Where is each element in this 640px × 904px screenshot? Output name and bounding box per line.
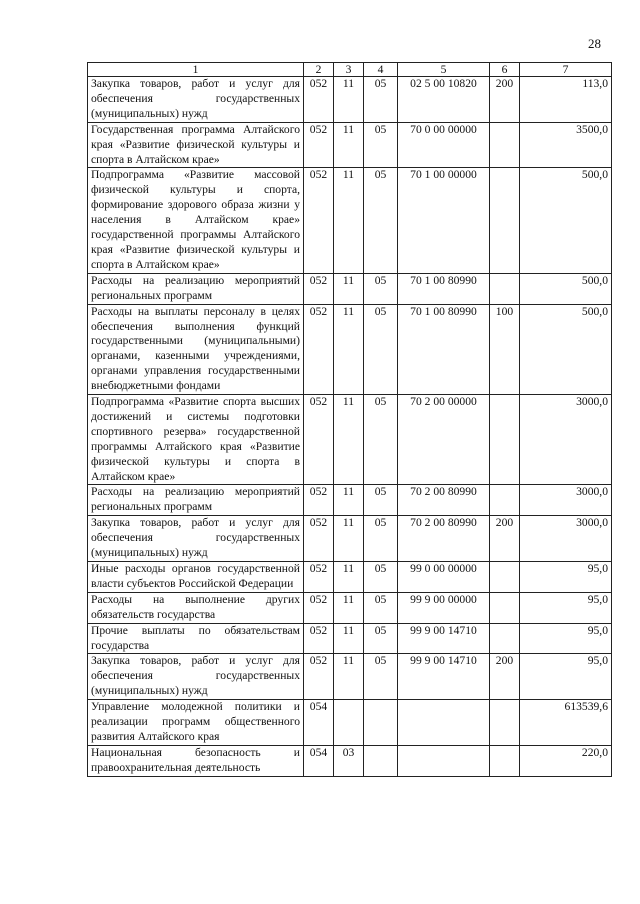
column-header: 4: [364, 63, 398, 77]
target-article-cell: 99 9 00 14710: [398, 654, 490, 700]
expense-type-cell: [490, 273, 520, 304]
row-name-cell: Подпрограмма «Развитие спорта высших достижений и системы подготовки спортивного резерва» государственной программы Алтайского края «Развитие физической культуры и спорта в Алтайском крае»: [88, 395, 304, 485]
table-row: [88, 745, 612, 776]
section-code-cell: 11: [334, 77, 364, 123]
target-article-cell: 70 1 00 80990: [398, 273, 490, 304]
ministry-code-cell: 052: [304, 395, 334, 485]
section-code-cell: 11: [334, 516, 364, 562]
ministry-code-cell: 052: [304, 273, 334, 304]
subsection-code-cell: 05: [364, 77, 398, 123]
section-code-cell: 11: [334, 654, 364, 700]
section-code-cell: 11: [334, 304, 364, 394]
expense-type-cell: [490, 122, 520, 168]
section-code-cell: 11: [334, 273, 364, 304]
row-name-cell: Закупка товаров, работ и услуг для обеспечения государственных (муниципальных) нужд: [88, 77, 304, 123]
expense-type-cell: 200: [490, 516, 520, 562]
section-code-cell: 11: [334, 623, 364, 654]
subsection-code-cell: 05: [364, 168, 398, 273]
row-name-cell: Иные расходы органов государственной власти субъектов Российской Федерации: [88, 562, 304, 593]
column-header: 1: [88, 63, 304, 77]
target-article-cell: 70 2 00 80990: [398, 485, 490, 516]
ministry-code-cell: 054: [304, 700, 334, 746]
amount-cell: 3000,0: [520, 516, 612, 562]
budget-table: [87, 62, 612, 777]
amount-cell: 95,0: [520, 623, 612, 654]
section-code-cell: 11: [334, 485, 364, 516]
column-header: 6: [490, 63, 520, 77]
ministry-code-cell: 052: [304, 77, 334, 123]
amount-cell: 3000,0: [520, 485, 612, 516]
section-code-cell: 11: [334, 168, 364, 273]
amount-cell: 3000,0: [520, 395, 612, 485]
amount-cell: 3500,0: [520, 122, 612, 168]
table-row: [88, 122, 612, 168]
table-row: [88, 168, 612, 273]
amount-cell: 500,0: [520, 168, 612, 273]
row-name-cell: Управление молодежной политики и реализации программ общественного развития Алтайского края: [88, 700, 304, 746]
subsection-code-cell: 05: [364, 122, 398, 168]
target-article-cell: [398, 700, 490, 746]
section-code-cell: 11: [334, 122, 364, 168]
amount-cell: 500,0: [520, 304, 612, 394]
amount-cell: 220,0: [520, 745, 612, 776]
page-number: 28: [588, 36, 601, 51]
expense-type-cell: [490, 562, 520, 593]
section-code-cell: 03: [334, 745, 364, 776]
expense-type-cell: 200: [490, 77, 520, 123]
section-code-cell: [334, 700, 364, 746]
subsection-code-cell: 05: [364, 273, 398, 304]
table-row: [88, 485, 612, 516]
amount-cell: 95,0: [520, 562, 612, 593]
subsection-code-cell: 05: [364, 592, 398, 623]
target-article-cell: 02 5 00 10820: [398, 77, 490, 123]
subsection-code-cell: 05: [364, 395, 398, 485]
subsection-code-cell: 05: [364, 516, 398, 562]
column-header: 2: [304, 63, 334, 77]
expense-type-cell: 100: [490, 304, 520, 394]
target-article-cell: 70 1 00 00000: [398, 168, 490, 273]
ministry-code-cell: 052: [304, 304, 334, 394]
ministry-code-cell: 052: [304, 168, 334, 273]
row-name-cell: Расходы на выплаты персоналу в целях обеспечения выполнения функций государственными (муниципальными) органами, казенными учреждениями, органами управления государственными внебюджетными фондами: [88, 304, 304, 394]
ministry-code-cell: 052: [304, 562, 334, 593]
expense-type-cell: [490, 623, 520, 654]
table-body: [88, 77, 612, 777]
section-code-cell: 11: [334, 592, 364, 623]
ministry-code-cell: 052: [304, 516, 334, 562]
target-article-cell: 70 1 00 80990: [398, 304, 490, 394]
subsection-code-cell: 05: [364, 654, 398, 700]
amount-cell: 613539,6: [520, 700, 612, 746]
target-article-cell: 99 0 00 00000: [398, 562, 490, 593]
ministry-code-cell: 052: [304, 485, 334, 516]
target-article-cell: 70 2 00 00000: [398, 395, 490, 485]
amount-cell: 500,0: [520, 273, 612, 304]
table-row: [88, 273, 612, 304]
ministry-code-cell: 052: [304, 122, 334, 168]
row-name-cell: Расходы на выполнение других обязательств государства: [88, 592, 304, 623]
subsection-code-cell: [364, 745, 398, 776]
subsection-code-cell: 05: [364, 485, 398, 516]
table-row: [88, 304, 612, 394]
subsection-code-cell: [364, 700, 398, 746]
expense-type-cell: 200: [490, 654, 520, 700]
table-row: [88, 77, 612, 123]
subsection-code-cell: 05: [364, 562, 398, 593]
target-article-cell: 99 9 00 14710: [398, 623, 490, 654]
ministry-code-cell: 054: [304, 745, 334, 776]
table-row: [88, 592, 612, 623]
ministry-code-cell: 052: [304, 592, 334, 623]
row-name-cell: Закупка товаров, работ и услуг для обеспечения государственных (муниципальных) нужд: [88, 654, 304, 700]
row-name-cell: Закупка товаров, работ и услуг для обеспечения государственных (муниципальных) нужд: [88, 516, 304, 562]
row-name-cell: Национальная безопасность и правоохранительная деятельность: [88, 745, 304, 776]
expense-type-cell: [490, 592, 520, 623]
expense-type-cell: [490, 168, 520, 273]
expense-type-cell: [490, 395, 520, 485]
row-name-cell: Расходы на реализацию мероприятий региональных программ: [88, 273, 304, 304]
table-row: [88, 516, 612, 562]
table-header-row: [88, 63, 612, 77]
table-row: [88, 700, 612, 746]
section-code-cell: 11: [334, 395, 364, 485]
ministry-code-cell: 052: [304, 623, 334, 654]
expense-type-cell: [490, 745, 520, 776]
target-article-cell: 99 9 00 00000: [398, 592, 490, 623]
target-article-cell: 70 0 00 00000: [398, 122, 490, 168]
section-code-cell: 11: [334, 562, 364, 593]
target-article-cell: [398, 745, 490, 776]
row-name-cell: Расходы на реализацию мероприятий региональных программ: [88, 485, 304, 516]
subsection-code-cell: 05: [364, 304, 398, 394]
row-name-cell: Прочие выплаты по обязательствам государства: [88, 623, 304, 654]
row-name-cell: Государственная программа Алтайского края «Развитие физической культуры и спорта в Алтайском крае»: [88, 122, 304, 168]
table-row: [88, 562, 612, 593]
column-header: 5: [398, 63, 490, 77]
ministry-code-cell: 052: [304, 654, 334, 700]
amount-cell: 95,0: [520, 654, 612, 700]
table-row: [88, 623, 612, 654]
expense-type-cell: [490, 485, 520, 516]
subsection-code-cell: 05: [364, 623, 398, 654]
row-name-cell: Подпрограмма «Развитие массовой физической культуры и спорта, формирование здорового образа жизни у населения в Алтайском крае» государственной программы Алтайского края «Развитие физической культуры и спорта в Алтайском крае»: [88, 168, 304, 273]
target-article-cell: 70 2 00 80990: [398, 516, 490, 562]
expense-type-cell: [490, 700, 520, 746]
table-row: [88, 654, 612, 700]
amount-cell: 95,0: [520, 592, 612, 623]
column-header: 7: [520, 63, 612, 77]
amount-cell: 113,0: [520, 77, 612, 123]
column-header: 3: [334, 63, 364, 77]
table-row: [88, 395, 612, 485]
